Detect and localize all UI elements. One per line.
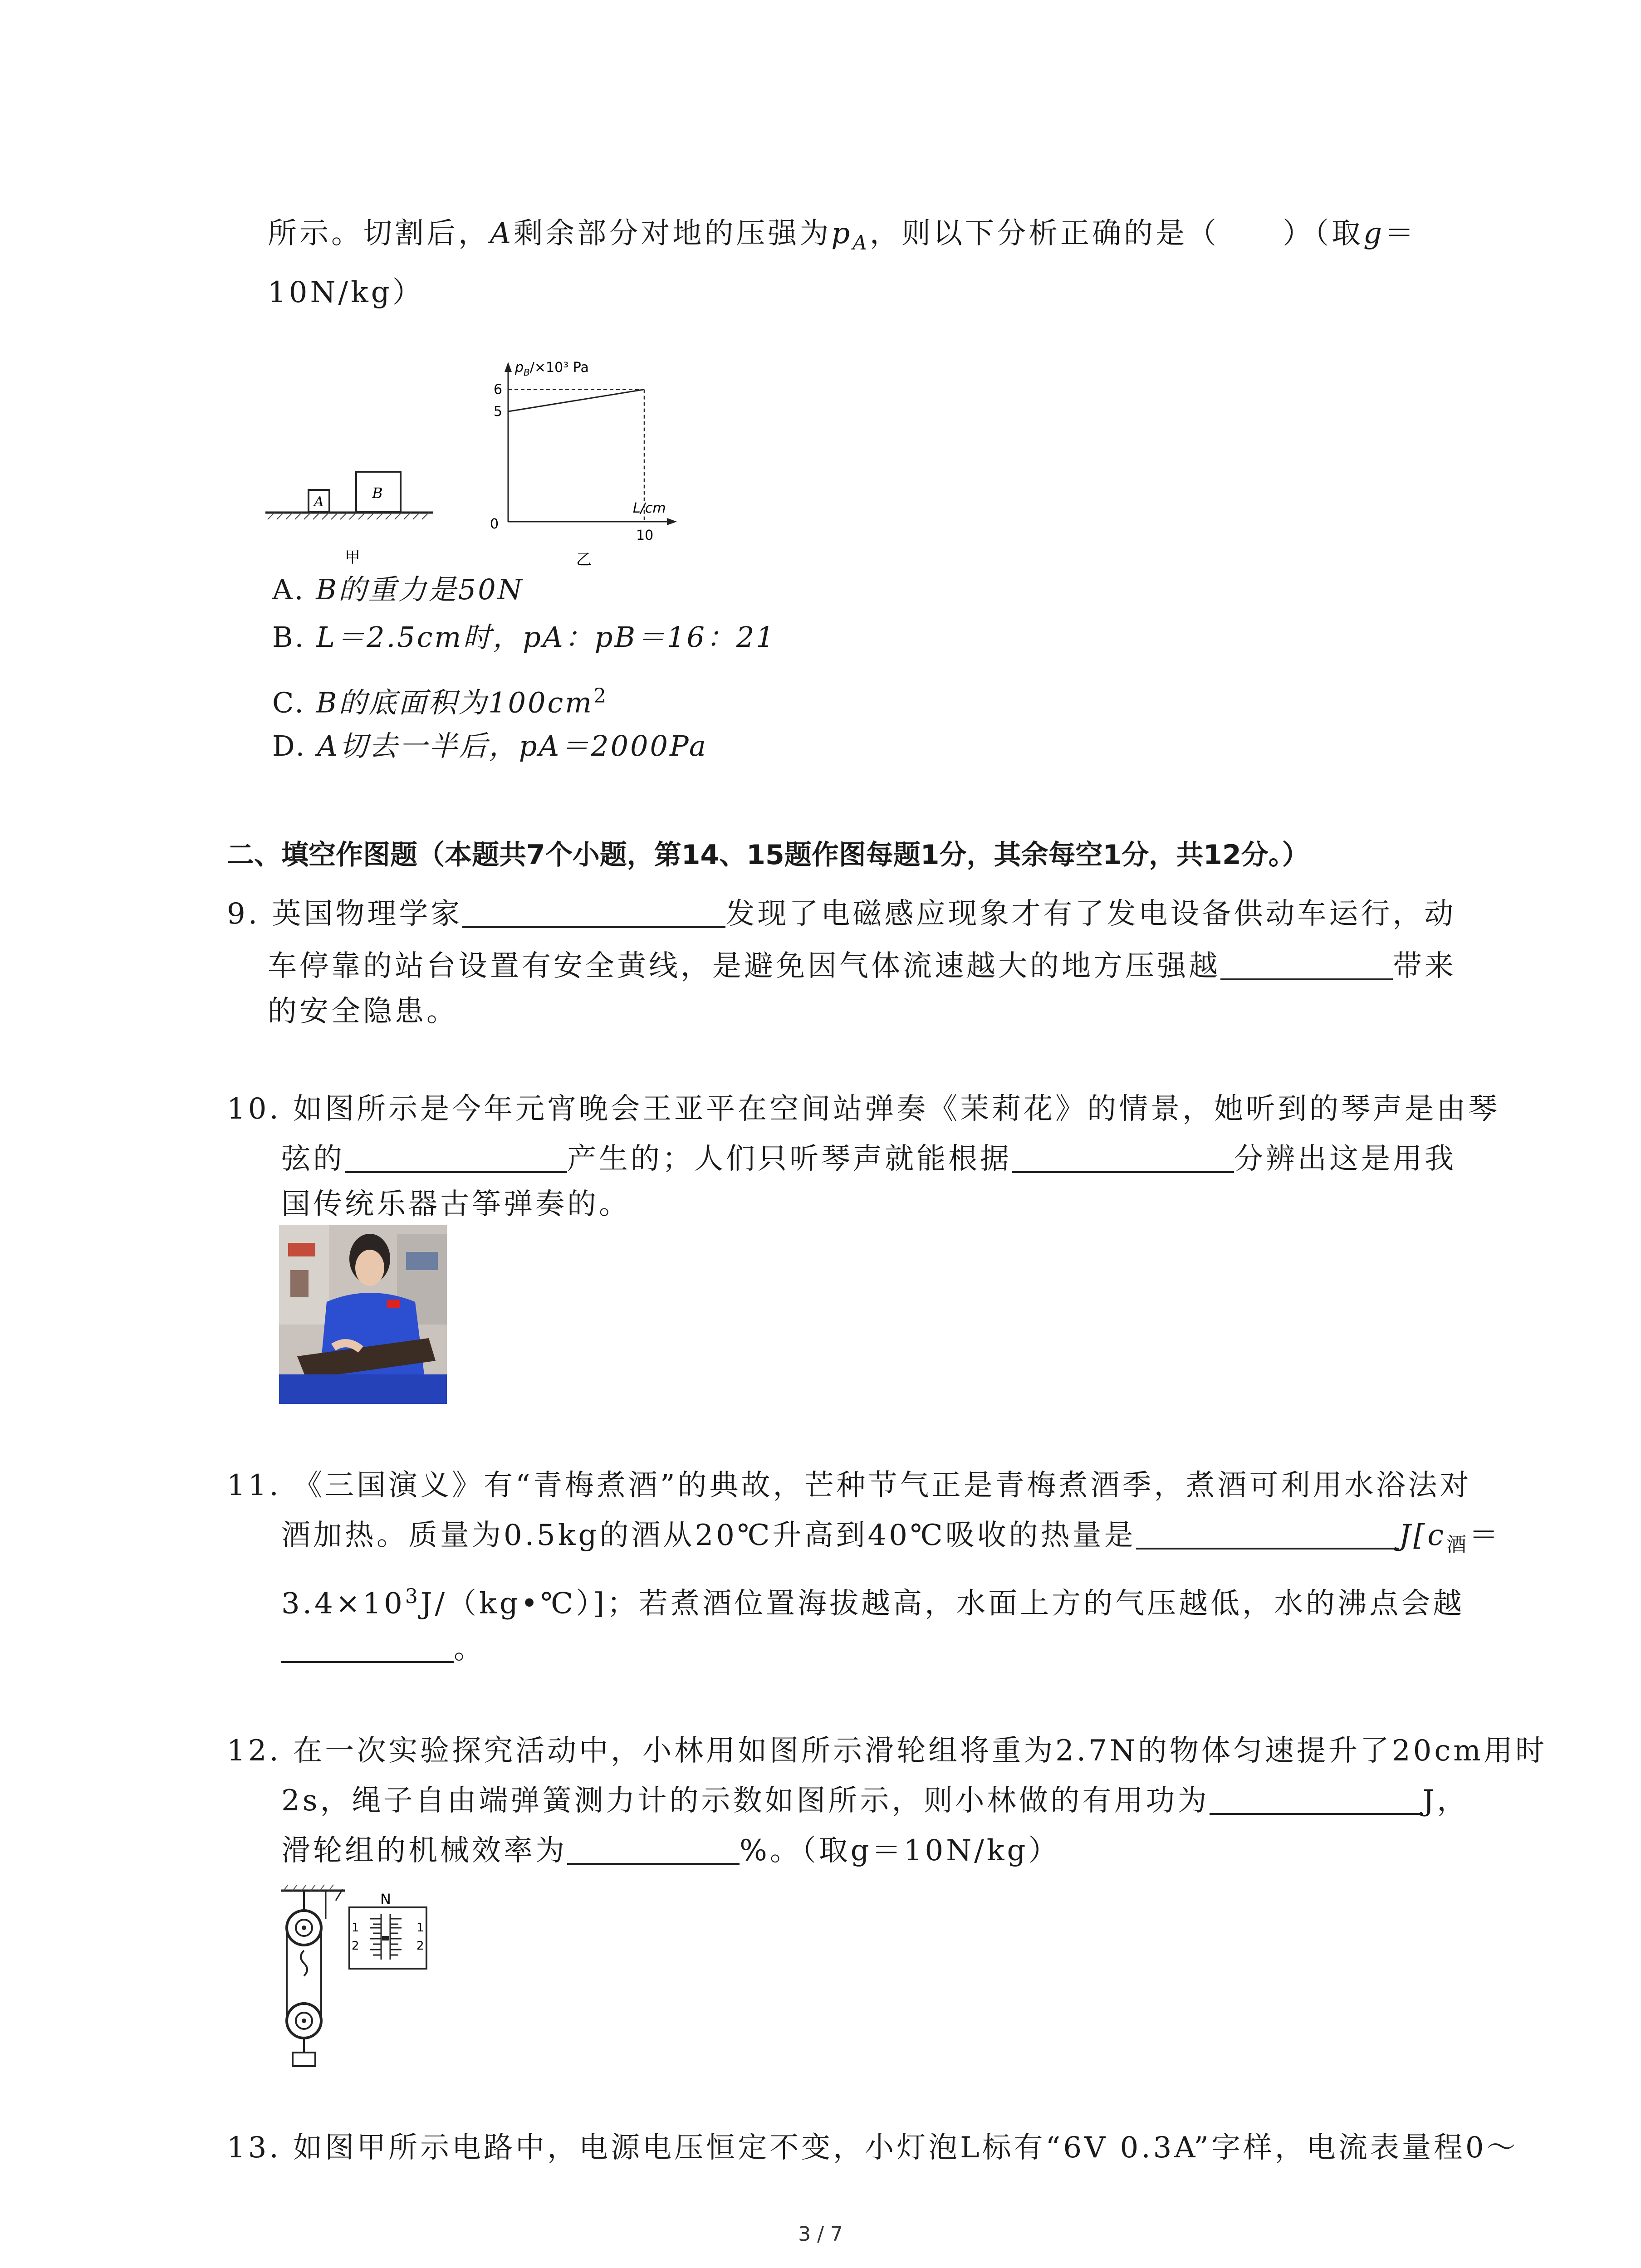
q12-line2: 2s，绳子自由端弹簧测力计的示数如图所示，则小林做的有用功为 J，: [281, 1784, 1469, 1818]
weight-block: [293, 2053, 315, 2066]
choice-d[interactable]: D. A切去一半后，pA＝2000Pa: [272, 729, 708, 763]
q12-blank-2[interactable]: [567, 1834, 740, 1865]
q11-line1: 11. 《三国演义》有“青梅煮酒”的典故，芒种节气正是青梅煮酒季，煮酒可利用水浴法对: [227, 1469, 1472, 1502]
block-a-label: A: [314, 494, 324, 510]
q12-line3: 滑轮组的机械效率为 %。（取g＝10N/kg）: [281, 1834, 1060, 1867]
q8-line2: 10N/kg）: [268, 276, 424, 309]
choice-c[interactable]: C. B的底面积为$100cm^2$: [272, 684, 608, 719]
figure-yi-chart: [472, 349, 699, 576]
q10-blank-1[interactable]: [345, 1142, 567, 1173]
choice-a[interactable]: A. B的重力是50N: [272, 573, 524, 606]
y-tick-5: 5: [494, 404, 503, 420]
x-axis-arrow: [667, 518, 677, 525]
q9-line3: 的安全隐患。: [268, 995, 458, 1028]
origin-label: 0: [490, 516, 499, 532]
q11-blank-2[interactable]: [281, 1632, 454, 1663]
q10-line1: 10. 如图所示是今年元宵晚会王亚平在空间站弹奏《茉莉花》的情景，她听到的琴声是由琴: [227, 1092, 1500, 1126]
q11-line2: 酒加热。质量为0.5kg的酒从20℃升高到40℃吸收的热量是 $J[c_酒=$: [281, 1519, 1501, 1556]
figure-jia: [263, 463, 445, 576]
block-b-label: B: [372, 484, 383, 502]
page-number: 3 / 7: [798, 2223, 843, 2246]
q9-line2: 车停靠的站台设置有安全黄线，是避免因气体流速越大的地方压强越 带来: [268, 949, 1456, 983]
y-axis-arrow: [505, 362, 512, 372]
q9-blank-1[interactable]: [462, 897, 725, 928]
q11-blank-1[interactable]: [1136, 1519, 1399, 1549]
q10-blank-2[interactable]: [1012, 1142, 1234, 1173]
q10-line3: 国传统乐器古筝弹奏的。: [281, 1188, 631, 1221]
y-tick-6: 6: [494, 381, 503, 398]
x-axis-label: L/cm: [633, 500, 666, 516]
scale-unit: N: [380, 1891, 391, 1908]
x-tick-10: 10: [636, 528, 654, 543]
data-line-pB: [508, 390, 644, 412]
q9-blank-2[interactable]: [1220, 949, 1393, 980]
figure-jia-caption: 甲: [345, 548, 360, 567]
y-axis-label: $p_B/\times 10^3$ Pa: [515, 360, 589, 378]
scale-pointer: [382, 1936, 389, 1941]
section-heading: 二、填空作图题（本题共7个小题，第14、15题作图每题1分，其余每空1分，共12分。）: [227, 839, 1309, 871]
q8-line1: 所示。切割后，A剩余部分对地的压强为$p_A$，则以下分析正确的是（ ）（取g＝: [268, 217, 1416, 254]
figure-yi-caption: 乙: [576, 551, 592, 569]
guzheng-photo: [279, 1225, 447, 1404]
q12-blank-1[interactable]: [1210, 1784, 1423, 1815]
svg-text:2: 2: [416, 1939, 424, 1953]
q12-line1: 12. 在一次实验探究活动中，小林用如图所示滑轮组将重为2.7N的物体匀速提升了20cm用时: [227, 1734, 1547, 1768]
q11-line4: 。: [281, 1628, 485, 1669]
pulley-figure: [268, 1882, 458, 2073]
q10-line2: 弦的 产生的；人们只听琴声就能根据 分辨出这是用我: [281, 1142, 1456, 1176]
svg-text:1: 1: [416, 1921, 424, 1935]
q13-line1: 13. 如图甲所示电路中，电源电压恒定不变，小灯泡L标有“6V 0.3A”字样，电流表量程0～: [227, 2131, 1519, 2165]
q9-line1: 9. 英国物理学家 发现了电磁感应现象才有了发电设备供动车运行，动: [227, 897, 1456, 931]
q11-line3: $3.4\times 10^3J/(kg•℃)$]；若煮酒位置海拔越高，水面上方的气压越低，水的沸点会越: [281, 1585, 1465, 1621]
svg-text:1: 1: [352, 1921, 359, 1935]
choice-b[interactable]: B. L＝2.5cm时，pA：pB＝16：21: [272, 621, 776, 654]
svg-text:2: 2: [352, 1939, 359, 1953]
